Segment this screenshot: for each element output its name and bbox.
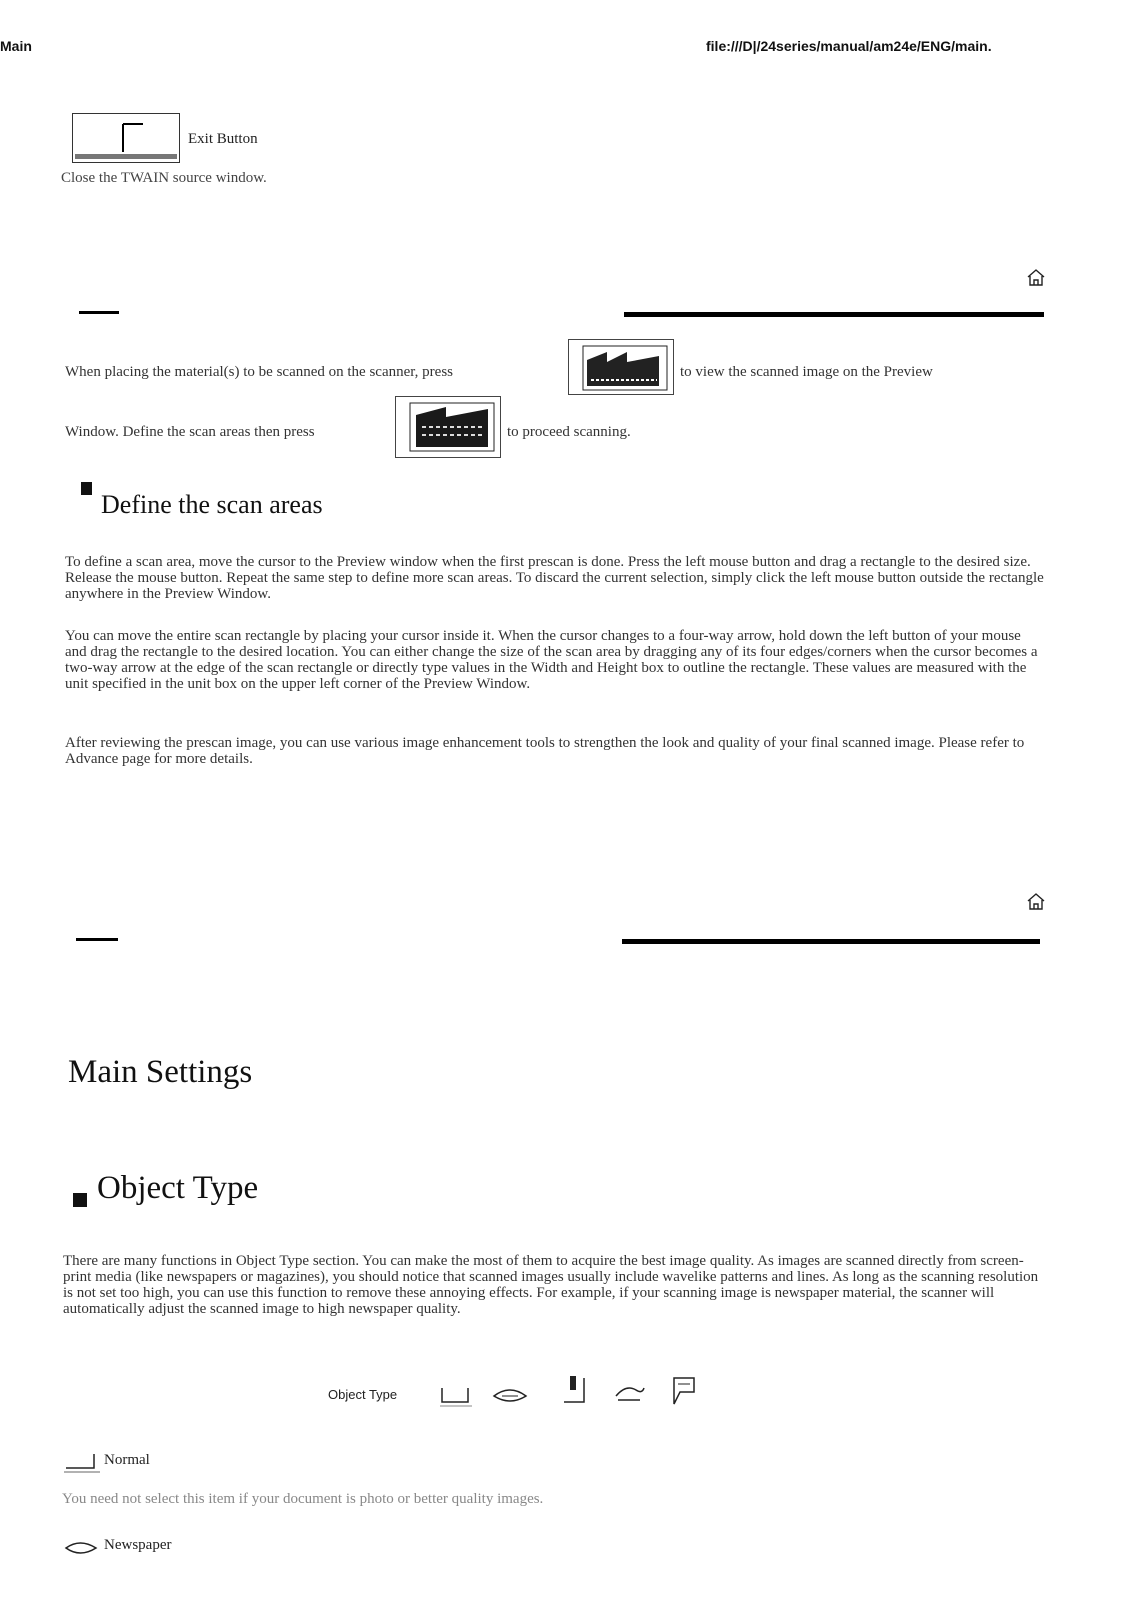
intro-line1-after: to view the scanned image on the Preview (680, 364, 933, 380)
scan-button-icon[interactable] (395, 396, 501, 458)
intro-line2-text: Window. Define the scan areas then press (65, 424, 315, 440)
object-type-toolbar-label: Object Type (328, 1387, 398, 1402)
divider-rule-2 (622, 939, 1040, 944)
main-settings-heading: Main Settings (68, 1054, 253, 1090)
bullet-square-icon-2 (73, 1193, 87, 1207)
page-header-title: Main (0, 38, 32, 54)
normal-item-icon (62, 1448, 102, 1479)
object-type-heading: Object Type (97, 1170, 259, 1206)
newspaper-item-icon (62, 1534, 102, 1565)
divider-left-dash (79, 311, 119, 314)
prescan-button-icon[interactable] (568, 339, 674, 395)
home-icon[interactable] (1026, 267, 1046, 292)
normal-item-label: Normal (104, 1452, 150, 1468)
object-type-photo-icon[interactable] (612, 1378, 648, 1411)
define-para-3: After reviewing the prescan image, you can use various image enhancement tools to strengthen the look and quality of your final scanned image. Please refer to Advance page for more details. (65, 735, 1025, 767)
object-type-para: There are many functions in Object Type section. You can make the most of them to acquire the best image quality. As images are scanned directly from screen-print media (like newspapers or magazines), you should notice that scanned images usually include wavelike patterns and lines. As long as the scanning resolution is not set too high, you can use this function to remove these annoying effects. For example, if your scanning image is newspaper material, the scanner will automatically adjust the scanned image to high newspaper quality. (63, 1253, 1039, 1317)
object-type-magazine-icon[interactable] (562, 1372, 586, 1413)
normal-item-description: You need not select this item if your document is photo or better quality images. (62, 1491, 544, 1507)
divider-left-dash-2 (76, 938, 118, 941)
exit-button-label: Exit Button (188, 131, 258, 147)
exit-button-description: Close the TWAIN source window. (61, 170, 267, 186)
object-type-document-icon[interactable] (666, 1374, 700, 1413)
home-icon-2[interactable] (1026, 891, 1046, 916)
page-header-path: file:///D|/24series/manual/am24e/ENG/main. (706, 38, 992, 54)
object-type-newspaper-icon[interactable] (492, 1380, 528, 1413)
intro-line2-after: to proceed scanning. (507, 424, 631, 440)
newspaper-item-label: Newspaper (104, 1537, 172, 1553)
bullet-square-icon (81, 482, 92, 495)
define-para-2: You can move the entire scan rectangle by placing your cursor inside it. When the cursor changes to a four-way arrow, hold down the left button of your mouse and drag the rectangle to the desired location. You can either change the size of the scan area by dragging any of its four edges/corners when the cursor becomes a two-way arrow at the edge of the scan rectangle or directly type values in the Width and Height box to outline the rectangle. These values are measured with the unit specified in the unit box on the upper left corner of the Preview Window. (65, 628, 1038, 692)
divider-rule (624, 312, 1044, 317)
object-type-normal-icon[interactable] (438, 1378, 474, 1415)
define-scan-areas-heading: Define the scan areas (101, 490, 323, 519)
intro-line1-text: When placing the material(s) to be scanned on the scanner, press (65, 364, 454, 380)
exit-button-icon[interactable] (72, 113, 180, 163)
define-para-1: To define a scan area, move the cursor to the Preview window when the first prescan is done. Press the left mouse button and drag a rectangle to the desired size. Release the mouse button. Repeat the same step to define more scan areas. To discard the current selection, simply click the left mouse button outside the rectangle anywhere in the Preview Window. (65, 554, 1044, 602)
